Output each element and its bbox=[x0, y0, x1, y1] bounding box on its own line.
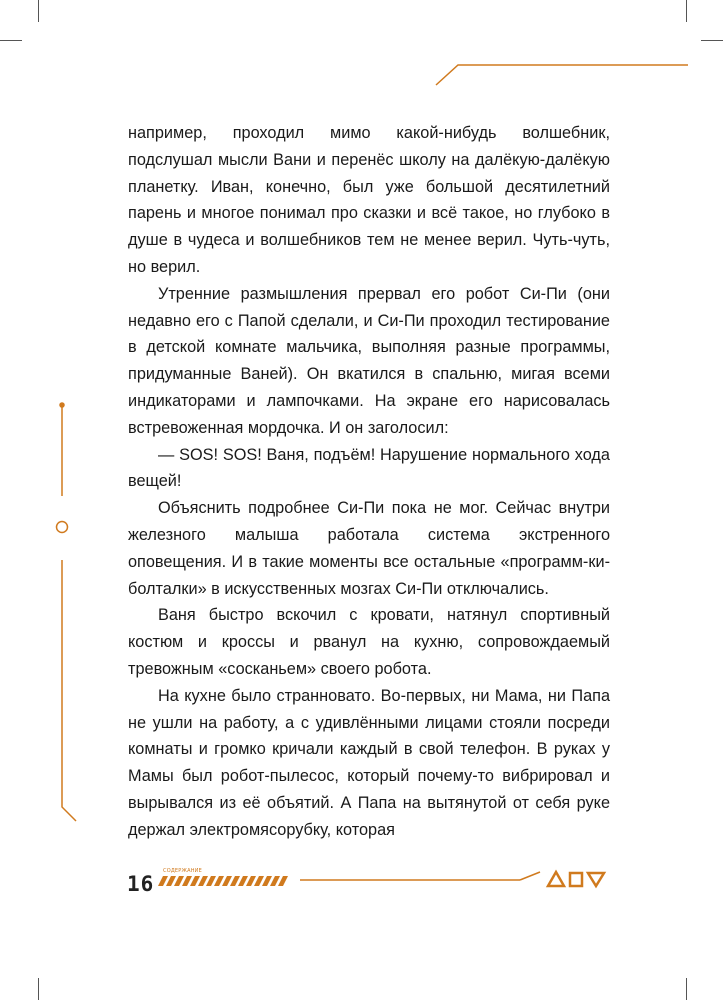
triangle-icon bbox=[548, 872, 564, 886]
body-text bbox=[128, 120, 610, 844]
paragraph: На кухне было странновато. Во-первых, ни Мама, ни Папа не ушли на работу, а с удивлёнными лицами стояли посреди комнаты и громко кричали каждый в свой телефон. В руках у Мамы был робот-пылесос, который почему-то вибрировал и вырывался из её объятий. А Папа на вытянутой от себя руке держал электромясорубку, которая bbox=[128, 686, 610, 839]
footer-line-short bbox=[520, 872, 540, 880]
footer-stripe-bar bbox=[158, 876, 288, 886]
page-number: 16 bbox=[127, 872, 155, 896]
triangle-down-icon bbox=[588, 873, 604, 886]
paragraph: например, проходил мимо какой-нибудь волшебник, подслушал мысли Вани и перенёс школу на далёкую-далёкую планетку. Иван, конечно, был уже большой десятилетний парень и многое понимал про сказки и всё такое, но глубоко в душе в чудеса и волшебников тем не менее верил. Чуть-чуть, но верил. bbox=[128, 124, 610, 276]
square-icon bbox=[570, 873, 582, 886]
left-dot bbox=[60, 403, 64, 407]
paragraph: Утренние размышления прервал его робот Си-Пи (они недавно его с Папой сделали, и Си-Пи проходил тестирование в детской комнате мальчика, выполняя разные программы, придуманные Ваней). Он вкатился в спальню, мигая всеми индикаторами и лампочками. На экране его нарисовалась встревоженная мордочка. И он заголосил: bbox=[128, 284, 610, 437]
left-ring bbox=[57, 522, 68, 533]
paragraph: Объяснить подробнее Си-Пи пока не мог. Сейчас внутри железного малыша работала система экстренного оповещения. И в такие моменты все остальные «программ-ки-болталки» в искусственных мозгах Си-Пи отключались. bbox=[128, 499, 610, 598]
top-right-ornament bbox=[436, 65, 688, 85]
left-vertical-line-lower bbox=[62, 560, 76, 821]
footer-section-label[interactable]: СОДЕРЖАНИЕ bbox=[163, 868, 202, 874]
paragraph-dialogue: — SOS! SOS! Ваня, подъём! Нарушение нормального хода вещей! bbox=[128, 445, 610, 491]
footer-shapes bbox=[548, 872, 604, 886]
paragraph: Ваня быстро вскочил с кровати, натянул спортивный костюм и кроссы и рванул на кухню, сопровождаемый тревожным «сосканьем» своего робота. bbox=[128, 606, 610, 678]
